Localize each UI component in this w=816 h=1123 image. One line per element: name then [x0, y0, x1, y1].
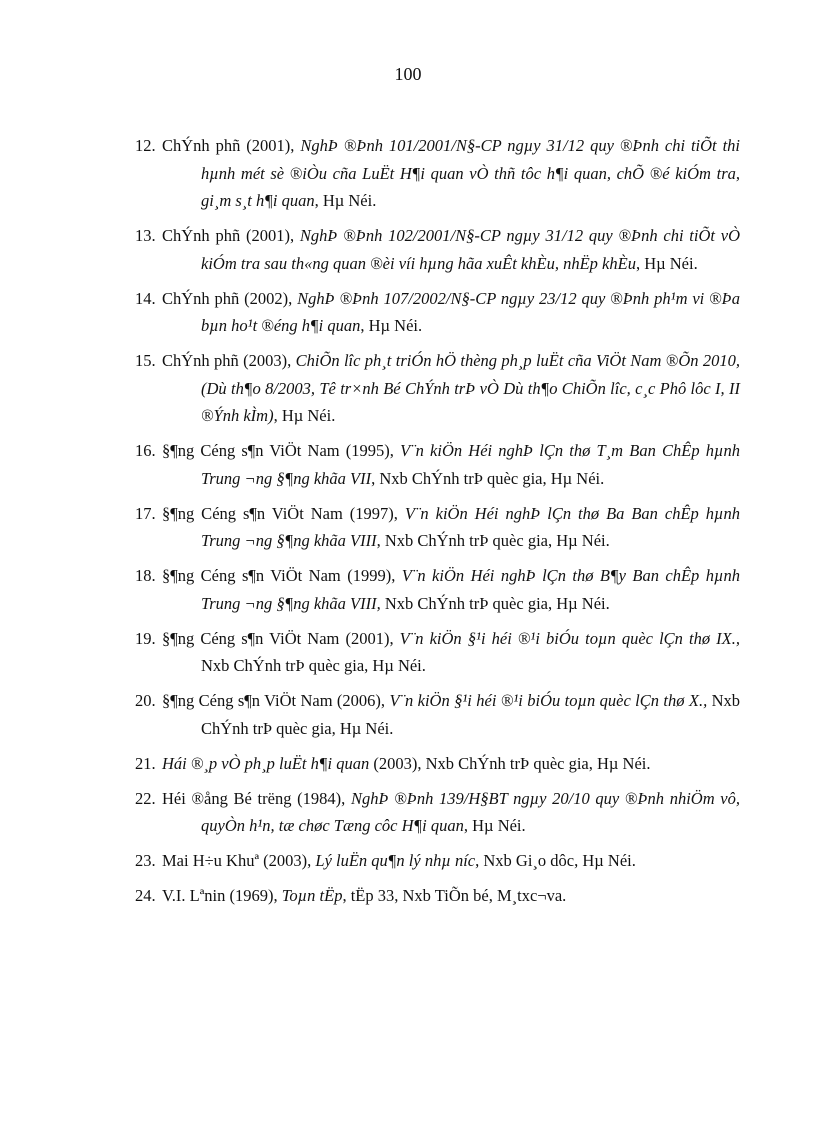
- reference-number: 18.: [135, 566, 156, 585]
- reference-item: [135, 847, 740, 875]
- reference-author: V.I. Lªnin (1969),: [162, 886, 278, 905]
- reference-number: 16.: [135, 441, 156, 460]
- reference-title: V¨n kiÖn §¹i héi ®¹i biÓu toµn quèc lÇn thø X.,: [389, 691, 708, 710]
- reference-author: §¶ng Céng s¶n ViÖt Nam (2001),: [162, 628, 394, 648]
- reference-publisher: , Nxb ChÝnh trÞ quèc gia, Hµ Néi.: [371, 468, 605, 488]
- reference-publisher: (2003), Nxb ChÝnh trÞ quèc gia, Hµ Néi.: [369, 753, 651, 773]
- reference-title: Toµn tËp: [281, 886, 343, 905]
- reference-number: 14.: [135, 288, 156, 308]
- reference-number: 24.: [135, 886, 156, 905]
- reference-author: Héi ®ång Bé trëng (1984),: [162, 788, 346, 808]
- reference-item: [135, 750, 740, 778]
- reference-item: [135, 132, 740, 215]
- reference-number: 19.: [135, 628, 156, 648]
- reference-publisher: , Nxb ChÝnh trÞ quèc gia, Hµ Néi.: [376, 531, 610, 550]
- reference-item: [135, 882, 740, 910]
- reference-number: 20.: [135, 691, 156, 710]
- reference-title: V¨n kiÖn Héi nghÞ lÇn thø T¸m Ban ChÊp hµnh Trung ¬ng §¶ng khãa VII: [201, 441, 741, 488]
- reference-item: [135, 500, 740, 555]
- reference-author: Mai H÷u Khuª (2003),: [162, 851, 312, 870]
- reference-author: §¶ng Céng s¶n ViÖt Nam (2006),: [162, 691, 386, 710]
- reference-title: V¨n kiÖn §¹i héi ®¹i biÓu toµn quèc lÇn thø IX.,: [399, 628, 740, 648]
- reference-title: Lý luËn qu¶n lý nhµ níc: [315, 851, 476, 870]
- reference-publisher: , Hµ Néi.: [360, 316, 423, 335]
- reference-author: ChÝnh phñ (2001),: [162, 136, 295, 155]
- reference-publisher: , Hµ Néi.: [635, 253, 698, 273]
- reference-item: [135, 785, 740, 840]
- reference-author: ChÝnh phñ (2001),: [162, 226, 295, 245]
- reference-title: V¨n kiÖn Héi nghÞ lÇn thø Ba Ban chÊp hµnh Trung ¬ng §¶ng khãa VIII: [201, 503, 741, 550]
- reference-title: NghÞ ®Þnh 101/2001/N§-CP ngµy 31/12 quy ®Þnh chi tiÕt thi hµnh mét sè ®iÒu cña LuËt H¶i quan vÒ thñ tôc h¶i quan, chÕ ®é kiÓm tra, gi¸m s¸t h¶i quan: [201, 136, 740, 210]
- reference-item: [135, 437, 740, 492]
- page-number: 100: [394, 64, 422, 84]
- reference-number: 12.: [135, 136, 156, 155]
- reference-item: [135, 347, 740, 430]
- reference-title: Hái ®¸p vÒ ph¸p luËt h¶i quan: [162, 753, 370, 773]
- reference-number: 13.: [135, 226, 156, 245]
- reference-publisher: Nxb ChÝnh trÞ quèc gia, Hµ Néi.: [380, 593, 610, 613]
- reference-item: [135, 687, 740, 742]
- reference-publisher: , Nxb Gi¸o dôc, Hµ Néi.: [475, 851, 636, 870]
- reference-title: ChiÕn lîc ph¸t triÓn hÖ thèng ph¸p luËt cña ViÖt Nam ®Õn 2010, (Dù th¶o 8/2003, Tê tr×nh Bé ChÝnh trÞ vÒ Dù th¶o ChiÕn lîc, c¸c Phô lôc I, II ®Ýnh kÌm): [201, 351, 740, 425]
- reference-publisher: Nxb ChÝnh trÞ quèc gia, Hµ Néi.: [201, 691, 741, 738]
- reference-author: ChÝnh phñ (2003),: [162, 351, 292, 370]
- reference-number: 17.: [135, 503, 156, 523]
- reference-item: [135, 625, 740, 680]
- reference-author: §¶ng Céng s¶n ViÖt Nam (1997),: [162, 503, 398, 523]
- reference-title: NghÞ ®Þnh 102/2001/N§-CP ngµy 31/12 quy ®Þnh chi tiÕt vÒ kiÓm tra sau th«ng quan ®èi víi hµng hãa xuÊt khÈu, nhËp khÈu: [201, 226, 740, 273]
- reference-number: 21.: [135, 753, 156, 773]
- reference-publisher: , Hµ Néi.: [273, 406, 336, 425]
- reference-title: NghÞ ®Þnh 107/2002/N§-CP ngµy 23/12 quy ®Þnh ph¹m vi ®Þa bµn ho¹t ®éng h¶i quan: [201, 288, 740, 335]
- reference-item: [135, 222, 740, 277]
- reference-author: ChÝnh phñ (2002),: [162, 288, 293, 308]
- reference-publisher: , Hµ Néi.: [463, 816, 526, 835]
- reference-publisher: , tËp 33, Nxb TiÕn bé, M¸txc¬va.: [342, 886, 567, 905]
- reference-author: §¶ng Céng s¶n ViÖt Nam (1999),: [162, 566, 396, 585]
- reference-publisher: Nxb ChÝnh trÞ quèc gia, Hµ Néi.: [201, 656, 426, 675]
- reference-title: NghÞ ®Þnh 139/H§BT ngµy 20/10 quy ®Þnh nhiÖm vô, quyÒn h¹n, tæ chøc Tæng côc H¶i quan: [201, 788, 741, 835]
- reference-author: §¶ng Céng s¶n ViÖt Nam (1995),: [162, 441, 394, 460]
- reference-list: [135, 132, 740, 917]
- reference-item: [135, 285, 740, 340]
- reference-publisher: , Hµ Néi.: [314, 191, 377, 210]
- reference-number: 15.: [135, 351, 156, 370]
- reference-item: [135, 562, 740, 617]
- reference-title: V¨n kiÖn Héi nghÞ lÇn thø B¶y Ban chÊp hµnh Trung ¬ng §¶ng khãa VIII,: [201, 566, 741, 613]
- reference-number: 23.: [135, 851, 156, 870]
- reference-number: 22.: [135, 788, 156, 808]
